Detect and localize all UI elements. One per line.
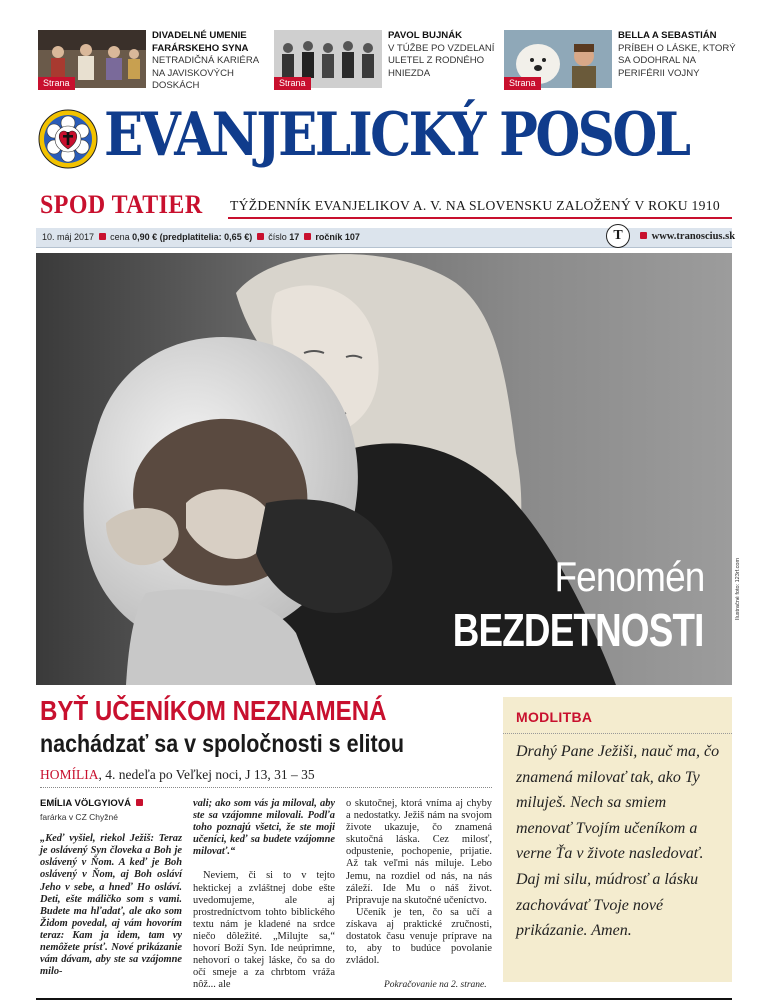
article-column-2 (193, 798, 335, 991)
teaser-subtitle: PRÍBEH O LÁSKE, KTORÝ SA ODOHRAL NA PERIFÉRII VOJNY (618, 42, 736, 79)
article-rubric (40, 767, 315, 783)
bible-quote: „Keď vyšiel, riekol Ježiš: Teraz je oslávený Syn človeka a Boh je oslávený v Ňom. A keď je Boh oslávený v Ňom, aj Boh osláví Jeho v sebe, a hneď Ho osláví. Deti, ešte máličko som s vami. Budete ma hľadať, ale ako som Židom povedal, aj vám hovorím teraz: Kam ja idem, tam vy nemôžete prísť. Nové prikázanie vám dávam, aby ste sa vzájomne milo- (40, 833, 182, 978)
article-subtitle: nachádzať sa v spoločnosti s elitou (40, 730, 404, 758)
issue-volume: 107 (344, 232, 360, 242)
teaser-strip (38, 30, 738, 101)
masthead-divider (228, 217, 732, 219)
bullet-icon (257, 233, 264, 240)
website-link[interactable]: www.tranoscius.sk (638, 231, 735, 242)
author-role: farárka v CZ Chyžné (40, 812, 118, 823)
article-column-3 (346, 798, 492, 967)
prayer-box (503, 697, 732, 982)
bullet-icon (136, 799, 143, 806)
article-title: BYŤ UČENÍKOM NEZNAMENÁ (40, 695, 387, 726)
issue-price: 0,90 € (132, 232, 158, 242)
prayer-text: Drahý Pane Ježiši, nauč ma, čo znamená milovať tak, ako Ty miluješ. Nech sa smiem menovať Tvojím učeníkom a verne Ťa v živote nasledovať. Daj mi silu, múdrosť a lásku zachovávať Tvoje nové prikázanie. Amen. (516, 743, 720, 940)
prayer-heading: MODLITBA (516, 709, 593, 725)
issue-subscriber-price: (predplatitelia: 0,65 €) (159, 232, 253, 242)
teaser-subtitle: V TÚŽBE PO VZDELANÍ ULETEL Z RODNÉHO HNIEZDA (388, 42, 495, 79)
hero-photo (36, 253, 732, 685)
rubric-text: , 4. nedeľa po Veľkej noci, J 13, 31 – 35 (98, 767, 315, 782)
teaser-title: PAVOL BUJNÁK (388, 30, 463, 41)
teaser-subtitle: NETRADIČNÁ KARIÉRA NA JAVISKOVÝCH DOSKÁCH (152, 55, 259, 91)
hero-title: BEZDETNOSTI (453, 604, 704, 656)
article-paragraph: Učeník je ten, čo sa učí a získava aj praktické zručnosti, dostatok času venuje príprave na to, aby to budúce povolanie zvládol. (346, 906, 492, 967)
masthead-subtitle: SPOD TATIER (40, 190, 203, 219)
bullet-icon (640, 232, 647, 239)
article-paragraph: Neviem, či si to v tejto hektickej a zvláštnej dobe ešte uvedomujeme, ale aj prostredníctvom tohto biblického textu nám je kladené na srdce niečo dôležité. „Milujte sa,“ hovorí Boží Syn. Ide neúprimne, nehovorí o takej láske, čo sa do očí smeje a za chrbtom vráža nôž... ale (193, 870, 335, 991)
photo-credit: Ilustračné foto: 123rf.com (735, 557, 741, 620)
issue-info-bar (36, 228, 736, 248)
masthead-title: EVANJELICKÝ POSOL (104, 100, 689, 170)
teaser-page-badge: Strana 7 (38, 77, 75, 90)
continued-note[interactable]: Pokračovanie na 2. strane. (384, 980, 487, 990)
hero-kicker: Fenomén (554, 553, 704, 600)
page-bottom-rule (36, 998, 732, 1000)
article-paragraph: o skutočnej, ktorá vníma aj chyby a nedostatky. Ježiš nám na svojom živote ukazuje, čo znamená skutočná láska. Cez milosť, odpustenie, pochopenie, prijatie. Až tak veľmi nás miluje. Lebo Jemu, na rozdiel od nás, na nás záleží. Ide Mu o náš život. Pripravuje na skutočné učeníctvo. (346, 798, 492, 906)
teaser-title: BELLA A SEBASTIÁN (618, 30, 717, 41)
article-author: EMÍLIA VÖLGYIOVÁ (40, 798, 182, 810)
bullet-icon (304, 233, 311, 240)
teaser-page-badge: Strana 12 (274, 77, 311, 90)
rubric-label: HOMÍLIA (40, 767, 99, 782)
prayer-divider (503, 733, 732, 734)
teaser-page-badge: Strana 13 (504, 77, 541, 90)
bible-quote-continued: vali; ako som vás ja miloval, aby ste sa vzájomne milovali. Podľa toho poznajú všetci, že ste moji učeníci, keď sa budete vzájomne milovať.“ (193, 798, 335, 858)
masthead-tagline: TÝŽDENNÍK EVANJELIKOV A. V. NA SLOVENSKU ZALOŽENÝ V ROKU 1910 (230, 198, 720, 213)
issue-number: 17 (289, 232, 300, 242)
luther-rose-logo (38, 109, 98, 169)
issue-meta: 10. máj 2017 cena 0,90 € (predplatitelia: 0,65 €) číslo 17 ročník 107 (42, 232, 360, 242)
tranoscius-logo: T (606, 224, 630, 248)
article-divider (40, 787, 492, 788)
bullet-icon (99, 233, 106, 240)
teaser-title: DIVADELNÉ UMENIE FARÁRSKEHO SYNA (152, 30, 249, 54)
article-column-1 (40, 798, 182, 978)
issue-date: 10. máj 2017 (42, 232, 95, 242)
